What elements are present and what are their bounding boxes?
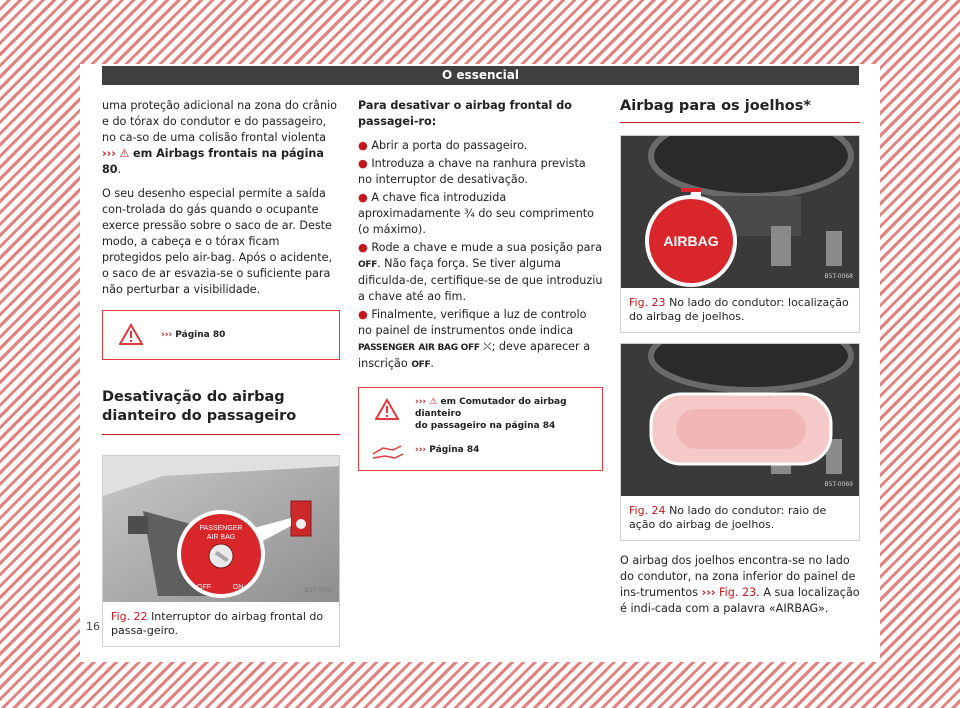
knee-airbag-body: O airbag dos joelhos encontra-se no lado do condutor, na zona inferior do painel de ins-trumentos ››› Fig. 23. A sua localização é indi-cada com a palavra «AIRBAG». bbox=[620, 554, 860, 615]
bullet-1: ● Abrir a porta do passageiro. bbox=[358, 139, 528, 152]
airbag-badge-text: AIRBAG bbox=[663, 233, 719, 249]
knee-airbag-location-photo bbox=[621, 136, 859, 288]
passenger-airbag-switch-photo bbox=[103, 456, 339, 602]
ref-arrow-icon: ››› bbox=[102, 147, 116, 160]
dashboard-illustration bbox=[621, 136, 859, 288]
environment-hand-icon bbox=[371, 440, 405, 460]
switch-illustration bbox=[103, 456, 339, 602]
knee-airbag-title: Airbag para os joelhos* bbox=[620, 98, 860, 123]
warning-ref[interactable]: ››› ⚠ em Comutador do airbag dianteiro do passageiro na página 84 bbox=[415, 397, 567, 431]
airbag-off-icon: ⛌ bbox=[483, 340, 492, 353]
warning-triangle-icon: ⚠ bbox=[119, 147, 130, 160]
instructions-heading: Para desativar o airbag frontal do passagei-ro: bbox=[358, 99, 572, 128]
switch-label-passenger: PASSENGER bbox=[199, 525, 243, 532]
switch-label-airbag: AIR BAG bbox=[206, 534, 236, 541]
switch-on: ON bbox=[232, 584, 244, 591]
figure-23 bbox=[620, 135, 860, 333]
figure-code: B5T-0068 bbox=[824, 273, 853, 280]
switch-off: OFF bbox=[197, 584, 211, 591]
figure-22 bbox=[102, 455, 340, 647]
section-title: Desativação do airbag dianteiro do passageiro bbox=[102, 388, 340, 435]
column-2 bbox=[358, 98, 603, 471]
figure-code: B5T-0069 bbox=[824, 481, 853, 488]
paragraph-1: uma proteção adicional na zona do crânio e do tórax do condutor e do passageiro, no ca-so de uma colisão frontal violenta ››› ⚠ em Airbags frontais na página 80. bbox=[102, 99, 338, 176]
figure-caption: Fig. 24 No lado do condutor: raio de ação do airbag de joelhos. bbox=[629, 504, 827, 531]
warning-box bbox=[102, 310, 340, 360]
page-ref-84[interactable]: ››› Página 84 bbox=[415, 445, 480, 455]
warning-box-2 bbox=[358, 387, 603, 471]
bullet-3: ● A chave fica introduzida aproximadamente ¾ do seu comprimento (o máximo). bbox=[358, 191, 595, 236]
knee-airbag-range-photo bbox=[621, 344, 859, 496]
page-ref[interactable]: ››› Página 80 bbox=[161, 330, 226, 340]
paragraph-2: O seu desenho especial permite a saída con-trolada do gás quando o ocupante exerce pressão sobre o saco de ar. Deste modo, a cabeça e o tórax ficam protegidos pelo air-bag. Após o acidente, o saco de ar esvazia-se o suficiente para não perturbar a visibilidade. bbox=[102, 187, 333, 296]
airbags-frontais-link[interactable]: em Airbags frontais na página 80 bbox=[102, 147, 324, 176]
bullet-2: ● Introduza a chave na ranhura prevista no interruptor de desativação. bbox=[358, 157, 586, 186]
column-1 bbox=[102, 98, 340, 647]
page-header: O essencial bbox=[102, 66, 859, 85]
fig-23-link[interactable]: Fig. 23 bbox=[719, 586, 757, 599]
figure-caption: Fig. 22 Interruptor do airbag frontal do passa-geiro. bbox=[111, 610, 324, 637]
figure-code: B5T-0035 bbox=[304, 587, 333, 594]
warning-triangle-icon bbox=[119, 323, 143, 345]
figure-caption: Fig. 23 No lado do condutor: localização do airbag de joelhos. bbox=[629, 296, 849, 323]
column-3 bbox=[620, 98, 860, 625]
bullet-4: ● Rode a chave e mude a sua posição para OFF. Não faça força. Se tiver alguma dificulda-de, certifique-se de que introduziu a chave até ao fim. bbox=[358, 241, 603, 303]
page-number: 16 bbox=[86, 620, 100, 633]
figure-24 bbox=[620, 343, 860, 541]
warning-triangle-icon bbox=[375, 398, 399, 420]
bullet-5: ● Finalmente, verifique a luz de controlo no painel de instrumentos onde indica PASSENGER AIR BAG OFF ⛌; deve aparecer a inscrição OFF. bbox=[358, 308, 591, 370]
airbag-deploy-illustration bbox=[621, 344, 859, 496]
